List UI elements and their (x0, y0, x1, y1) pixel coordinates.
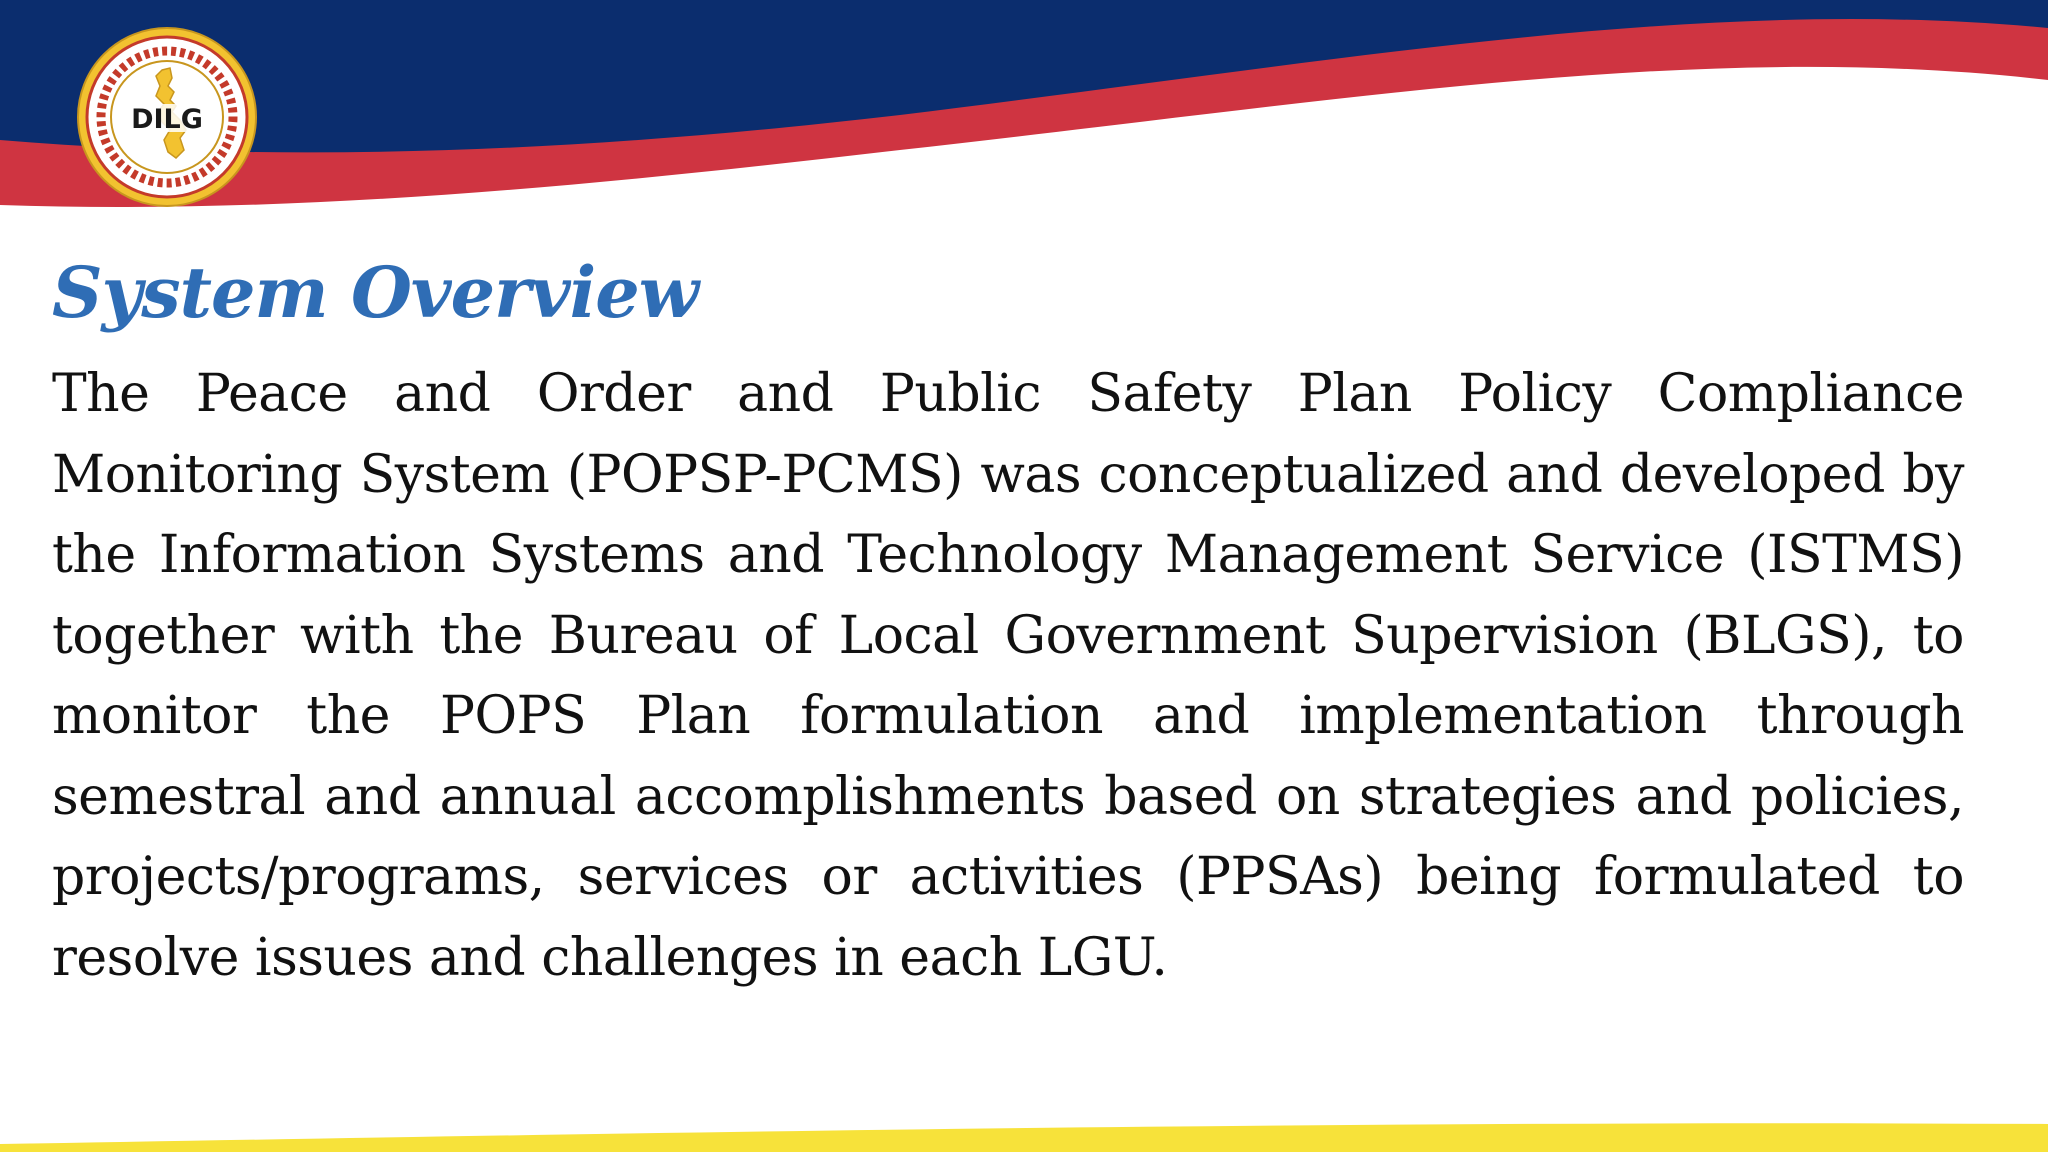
dilg-logo (76, 26, 258, 208)
logo-text: DILG (131, 104, 203, 135)
slide-title: System Overview (52, 251, 699, 334)
slide-body-text: The Peace and Order and Public Safety Plan Policy Compliance Monitoring System (POPSP-PCMS) was conceptualized and developed by the Information Systems and Technology Management Service (ISTMS) together with the Bureau of Local Government Supervision (BLGS), to monitor the POPS Plan formulation and implementation through semestral and annual accomplishments based on strategies and policies, projects/programs, services or activities (PPSAs) being formulated to resolve issues and challenges in each LGU. (52, 364, 1964, 988)
header-wave-banner (0, 0, 2048, 220)
footer-yellow-band (0, 1112, 2048, 1152)
